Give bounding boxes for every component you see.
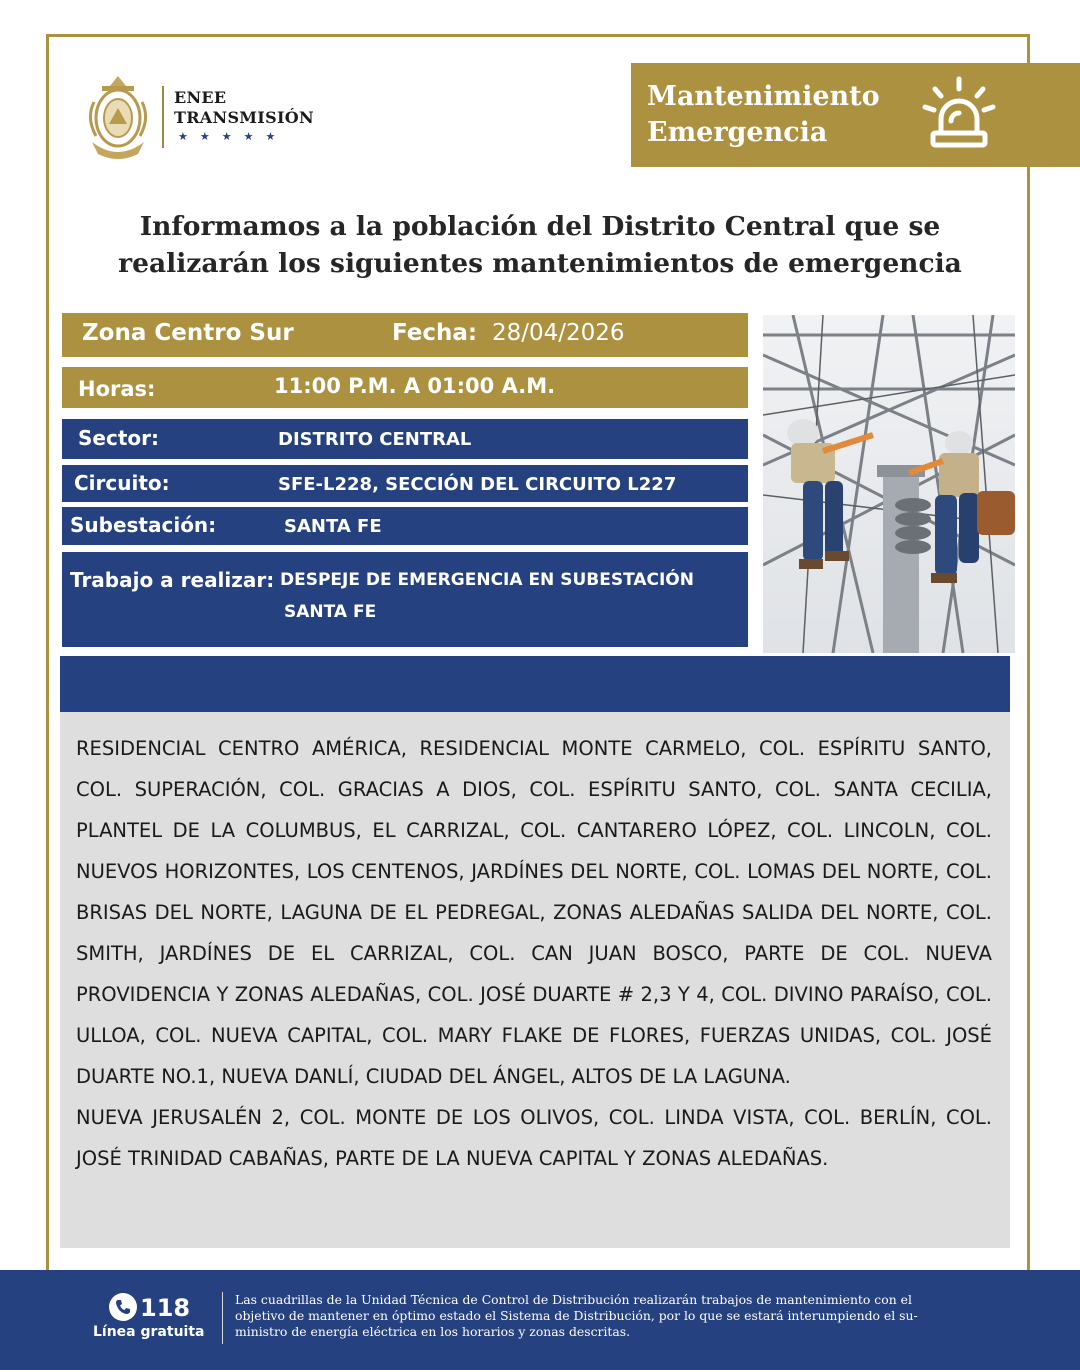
substation-value: SANTA FE (284, 516, 382, 537)
work-bar (62, 552, 748, 647)
affected-areas-panel (60, 712, 1010, 1248)
headline (60, 208, 1020, 282)
footer-note-line3: ministro de energía eléctrica en los horarios y zonas descritas. (235, 1324, 631, 1339)
substation-label: Subestación: (70, 513, 217, 537)
lineworkers-photo (763, 315, 1015, 653)
footer-note (235, 1292, 995, 1340)
badge-title-line1: Mantenimiento (647, 81, 880, 112)
zone-label: Zona Centro Sur (82, 320, 294, 346)
enee-logo (82, 72, 322, 162)
date-label: Fecha: (392, 320, 478, 346)
work-value-line1: DESPEJE DE EMERGENCIA EN SUBESTACIÓN (280, 570, 694, 590)
sector-label: Sector: (78, 426, 159, 450)
hotline-number: 118 (140, 1294, 191, 1322)
circuit-label: Circuito: (74, 471, 170, 495)
footer-note-line2: objetivo de mantener en óptimo estado el Sistema de Distribución, por lo que se estará interumpiendo el su- (235, 1308, 918, 1323)
brand-stars: ★★★★★ (178, 130, 288, 143)
circuit-bar (62, 465, 748, 502)
date-value: 28/04/2026 (492, 320, 625, 346)
headline-line1: Informamos a la población del Distrito Central que se (139, 211, 941, 242)
footer-note-line1: Las cuadrillas de la Unidad Técnica de Control de Distribución realizarán trabajos de mantenimiento con el (235, 1292, 912, 1307)
work-value-line2: SANTA FE (284, 602, 377, 622)
hotline-label: Línea gratuita (93, 1324, 205, 1340)
circuit-value: SFE-L228, SECCIÓN DEL CIRCUITO L227 (278, 474, 677, 495)
headline-line2: realizarán los siguientes mantenimientos de emergencia (118, 248, 962, 279)
sector-value: DISTRITO CENTRAL (278, 429, 472, 450)
areas-header-bar (60, 656, 1010, 712)
alarm-light-icon (919, 75, 999, 155)
affected-areas-paragraph1: RESIDENCIAL CENTRO AMÉRICA, RESIDENCIAL MONTE CARMELO, COL. ESPÍRITU SANTO, COL. SUPERACIÓN, COL. GRACIAS A DIOS, COL. ESPÍRITU SANTO, COL. SANTA CECILIA, PLANTEL DE LA COLUMBUS, EL CARRIZAL, COL. CANTARERO LÓPEZ, COL. LINCOLN, COL. NUEVOS HORIZONTES, LOS CENTENOS, JARDÍNES DEL NORTE, COL. LOMAS DEL NORTE, COL. BRISAS DEL NORTE, LAGUNA DE EL PEDREGAL, ZONAS ALEDAÑAS SALIDA DEL NORTE, COL. SMITH, JARDÍNES DE EL CARRIZAL, COL. CAN JUAN BOSCO, PARTE DE COL. NUEVA PROVIDENCIA Y ZONAS ALEDAÑAS, COL. JOSÉ DUARTE # 2,3 Y 4, COL. DIVINO PARAÍSO, COL. ULLOA, COL. NUEVA CAPITAL, COL. MARY FLAKE DE FLORES, FUERZAS UNIDAS, COL. JOSÉ DUARTE NO.1, NUEVA DANLÍ, CIUDAD DEL ÁNGEL, ALTOS DE LA LAGUNA. (76, 737, 992, 1088)
hours-value: 11:00 P.M. A 01:00 A.M. (274, 374, 556, 398)
substation-bar (62, 507, 748, 545)
hours-bar (62, 367, 748, 408)
logo-divider (162, 86, 164, 148)
sector-bar (62, 419, 748, 459)
hours-label: Horas: (78, 377, 156, 401)
phone-icon (108, 1292, 138, 1322)
footer-divider (222, 1292, 223, 1344)
footer (0, 1270, 1080, 1370)
brand-name: ENEE (174, 88, 227, 107)
brand-subname: TRANSMISIÓN (174, 108, 314, 127)
work-label: Trabajo a realizar: (70, 568, 275, 592)
coat-of-arms-icon (82, 72, 154, 162)
affected-areas-paragraph2: NUEVA JERUSALÉN 2, COL. MONTE DE LOS OLIVOS, COL. LINDA VISTA, COL. BERLÍN, COL. JOSÉ TRINIDAD CABAÑAS, PARTE DE LA NUEVA CAPITAL Y ZONAS ALEDAÑAS. (76, 1106, 992, 1170)
badge-title-line2: Emergencia (647, 117, 828, 148)
emergency-badge (631, 63, 1080, 167)
zone-date-bar (62, 313, 748, 357)
